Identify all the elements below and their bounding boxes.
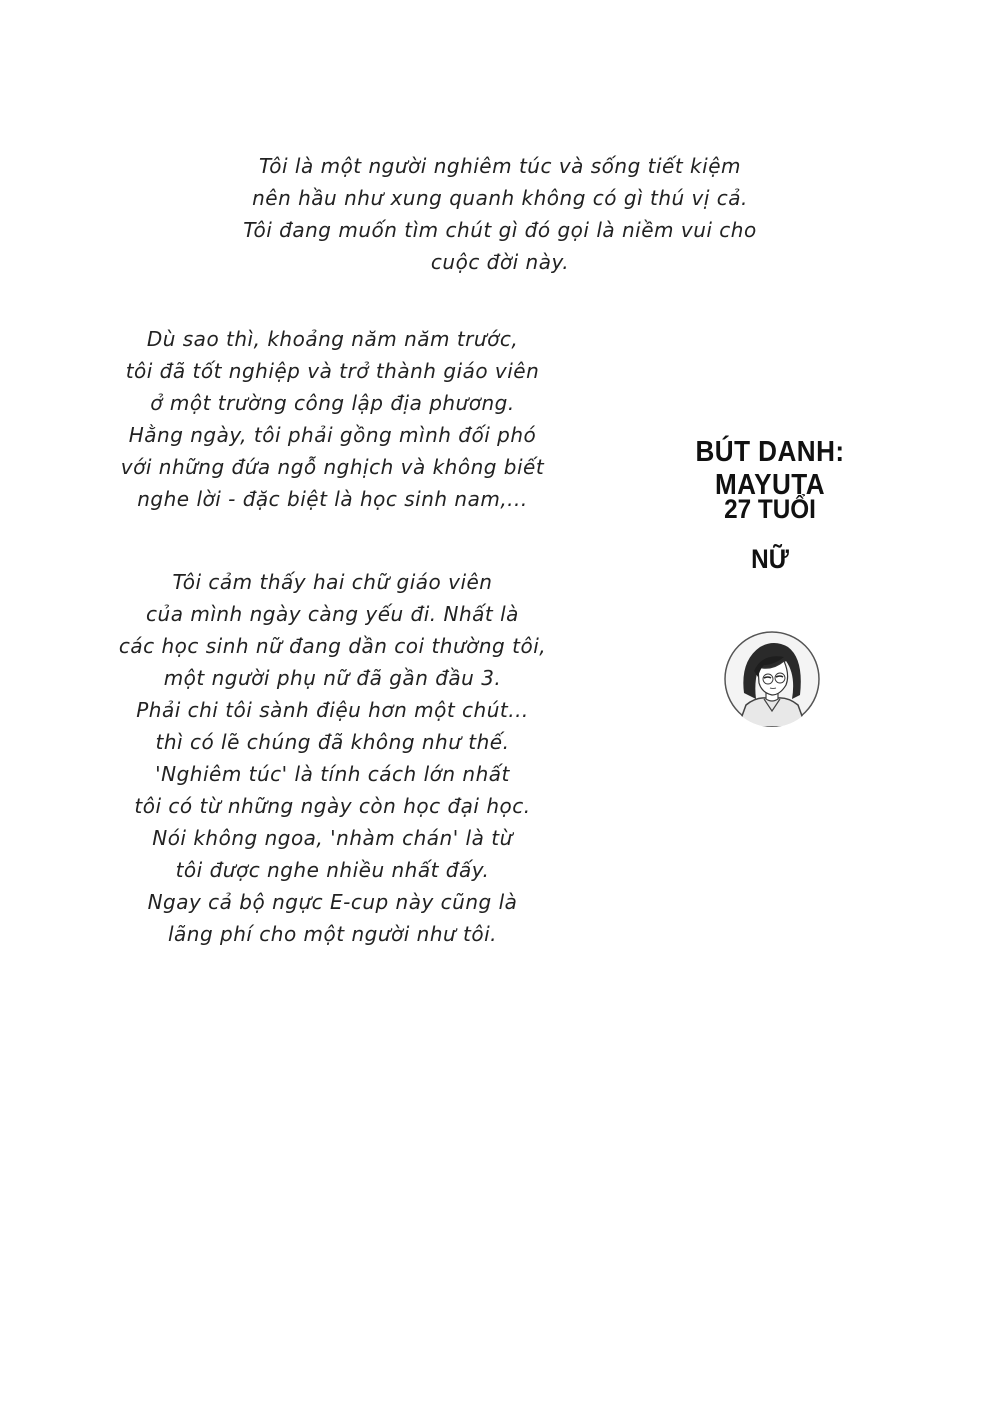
text-line: Phải chi tôi sành điệu hơn một chút... — [136, 698, 529, 722]
text-line: ở một trường công lập địa phương. — [150, 391, 515, 415]
intro-paragraph — [150, 150, 850, 278]
pen-name-heading: BÚT DANH: MAYUTA — [695, 436, 845, 501]
text-line: cuộc đời này. — [430, 250, 570, 274]
text-line: Dù sao thì, khoảng năm năm trước, — [146, 327, 519, 351]
text-line: lãng phí cho một người như tôi. — [167, 922, 498, 946]
text-line: nên hầu như xung quanh không có gì thú vị cả. — [252, 186, 748, 210]
age-label: 27 TUỔI — [724, 494, 816, 524]
text-line: Ngay cả bộ ngực E-cup này cũng là — [147, 890, 518, 914]
text-line: nghe lời - đặc biệt là học sinh nam,... — [137, 487, 528, 511]
text-line: tôi đã tốt nghiệp và trở thành giáo viên — [125, 359, 540, 383]
text-line: tôi được nghe nhiều nhất đấy. — [175, 858, 490, 882]
text-line: 'Nghiêm túc' là tính cách lớn nhất — [155, 762, 510, 786]
text-line: Tôi đang muốn tìm chút gì đó gọi là niềm vui cho — [243, 218, 757, 242]
text-line: tôi có từ những ngày còn học đại học. — [134, 794, 531, 818]
text-line: Tôi là một người nghiêm túc và sống tiết kiệm — [259, 154, 741, 178]
gender-label: NỮ — [751, 544, 789, 574]
text-line: Nói không ngoa, 'nhàm chán' là từ — [152, 826, 513, 850]
woman-portrait-icon — [724, 631, 820, 727]
text-line: các học sinh nữ đang dần coi thường tôi, — [118, 634, 547, 658]
teacher-paragraph — [80, 323, 585, 515]
decline-paragraph — [80, 566, 585, 950]
text-line: Hằng ngày, tôi phải gồng mình đối phó — [128, 423, 537, 447]
text-line: Tôi cảm thấy hai chữ giáo viên — [172, 570, 493, 594]
text-line: thì có lẽ chúng đã không như thế. — [155, 730, 510, 754]
text-line: một người phụ nữ đã gần đầu 3. — [163, 666, 502, 690]
text-line: với những đứa ngỗ nghịch và không biết — [120, 455, 545, 479]
text-line: của mình ngày càng yếu đi. Nhất là — [146, 602, 519, 626]
